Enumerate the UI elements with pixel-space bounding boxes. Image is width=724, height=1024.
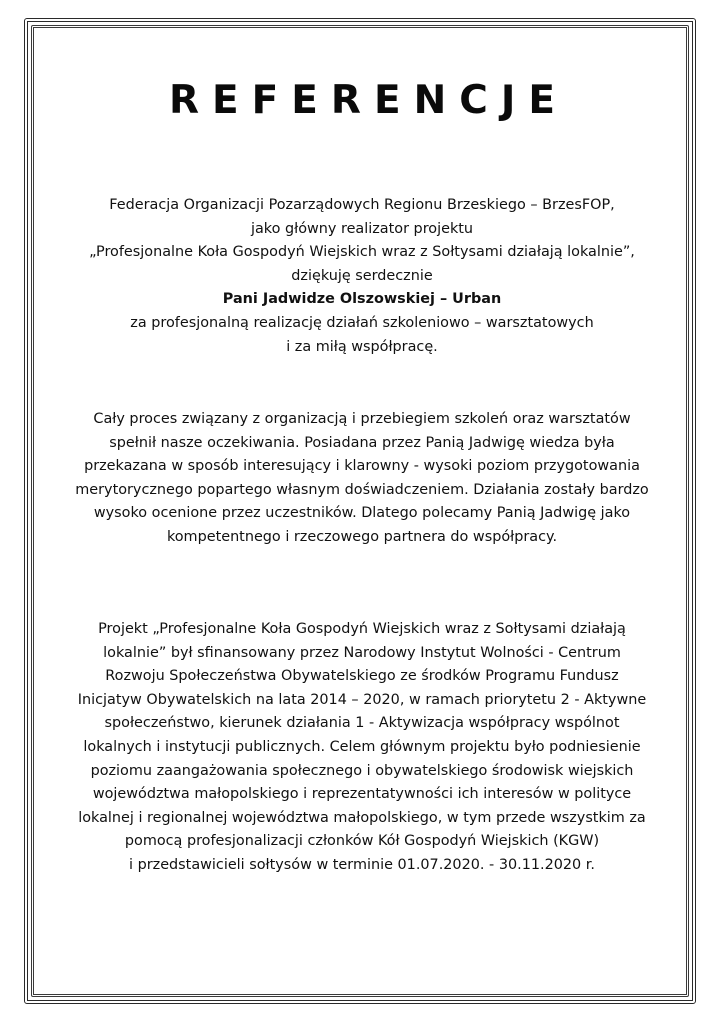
paragraph-line: i przedstawicieli sołtysów w terminie 01.07.2020. - 30.11.2020 r. (129, 856, 595, 873)
paragraph-line: spełnił nasze oczekiwania. Posiadana przez Panią Jadwigę wiedza była (109, 434, 615, 451)
paragraph-line: kompetentnego i rzeczowego partnera do współpracy. (166, 528, 558, 545)
paragraph-line: lokalnie” był sfinansowany przez Narodowy Instytut Wolności - Centrum (103, 644, 621, 661)
paragraph-line: społeczeństwo, kierunek działania 1 - Aktywizacja współpracy wspólnot (104, 715, 620, 732)
paragraph-line: województwa małopolskiego i reprezentatywności ich interesów w polityce (92, 786, 632, 803)
paragraph-line: poziomu zaangażowania społecznego i obywatelskiego środowisk wiejskich (90, 762, 634, 779)
intro-line: „Profesjonalne Koła Gospodyń Wiejskich wraz z Sołtysami działają lokalnie”, (89, 244, 635, 261)
paragraph-line: Cały proces związany z organizacją i przebiegiem szkoleń oraz warsztatów (93, 411, 631, 427)
paragraph-line: wysoko ocenione przez uczestników. Dlatego polecamy Panią Jadwigę jako (93, 505, 631, 522)
paragraph-line: przekazana w sposób interesujący i klarowny - wysoki poziom przygotowania (84, 458, 640, 475)
paragraph-line: Inicjatyw Obywatelskich na lata 2014 – 2020, w ramach priorytetu 2 - Aktywne (77, 691, 647, 708)
paragraph-line: Projekt „Profesjonalne Koła Gospodyń Wiejskich wraz z Sołtysami działają (98, 621, 626, 637)
paragraph-line: merytorycznego popartego własnym doświadczeniem. Działania zostały bardzo (75, 481, 649, 498)
intro-line: Federacja Organizacji Pozarządowych Regionu Brzeskiego – BrzesFOP, (109, 197, 615, 213)
document-title: REFERENCJE (168, 78, 569, 123)
intro-line: dziękuję serdecznie (291, 267, 433, 284)
intro-line: za profesjonalną realizację działań szkoleniowo – warsztatowych (130, 314, 594, 331)
paragraph-line: lokalnej i regionalnej województwa małopolskiego, w tym przede wszystkim za (78, 809, 646, 826)
evaluation-paragraph (60, 408, 664, 550)
paragraph-line: lokalnych i instytucji publicznych. Celem głównym projektu było podniesienie (83, 738, 641, 755)
paragraph-line: Rozwoju Społeczeństwa Obywatelskiego ze środków Programu Fundusz (105, 668, 619, 685)
intro-line: jako główny realizator projektu (250, 220, 474, 237)
project-paragraph (60, 618, 664, 878)
intro-paragraph (60, 194, 664, 359)
recipient-name: Pani Jadwidze Olszowskiej – Urban (222, 291, 502, 308)
paragraph-line: pomocą profesjonalizacji członków Kół Gospodyń Wiejskich (KGW) (124, 833, 600, 850)
intro-line: i za miłą współpracę. (286, 338, 438, 355)
